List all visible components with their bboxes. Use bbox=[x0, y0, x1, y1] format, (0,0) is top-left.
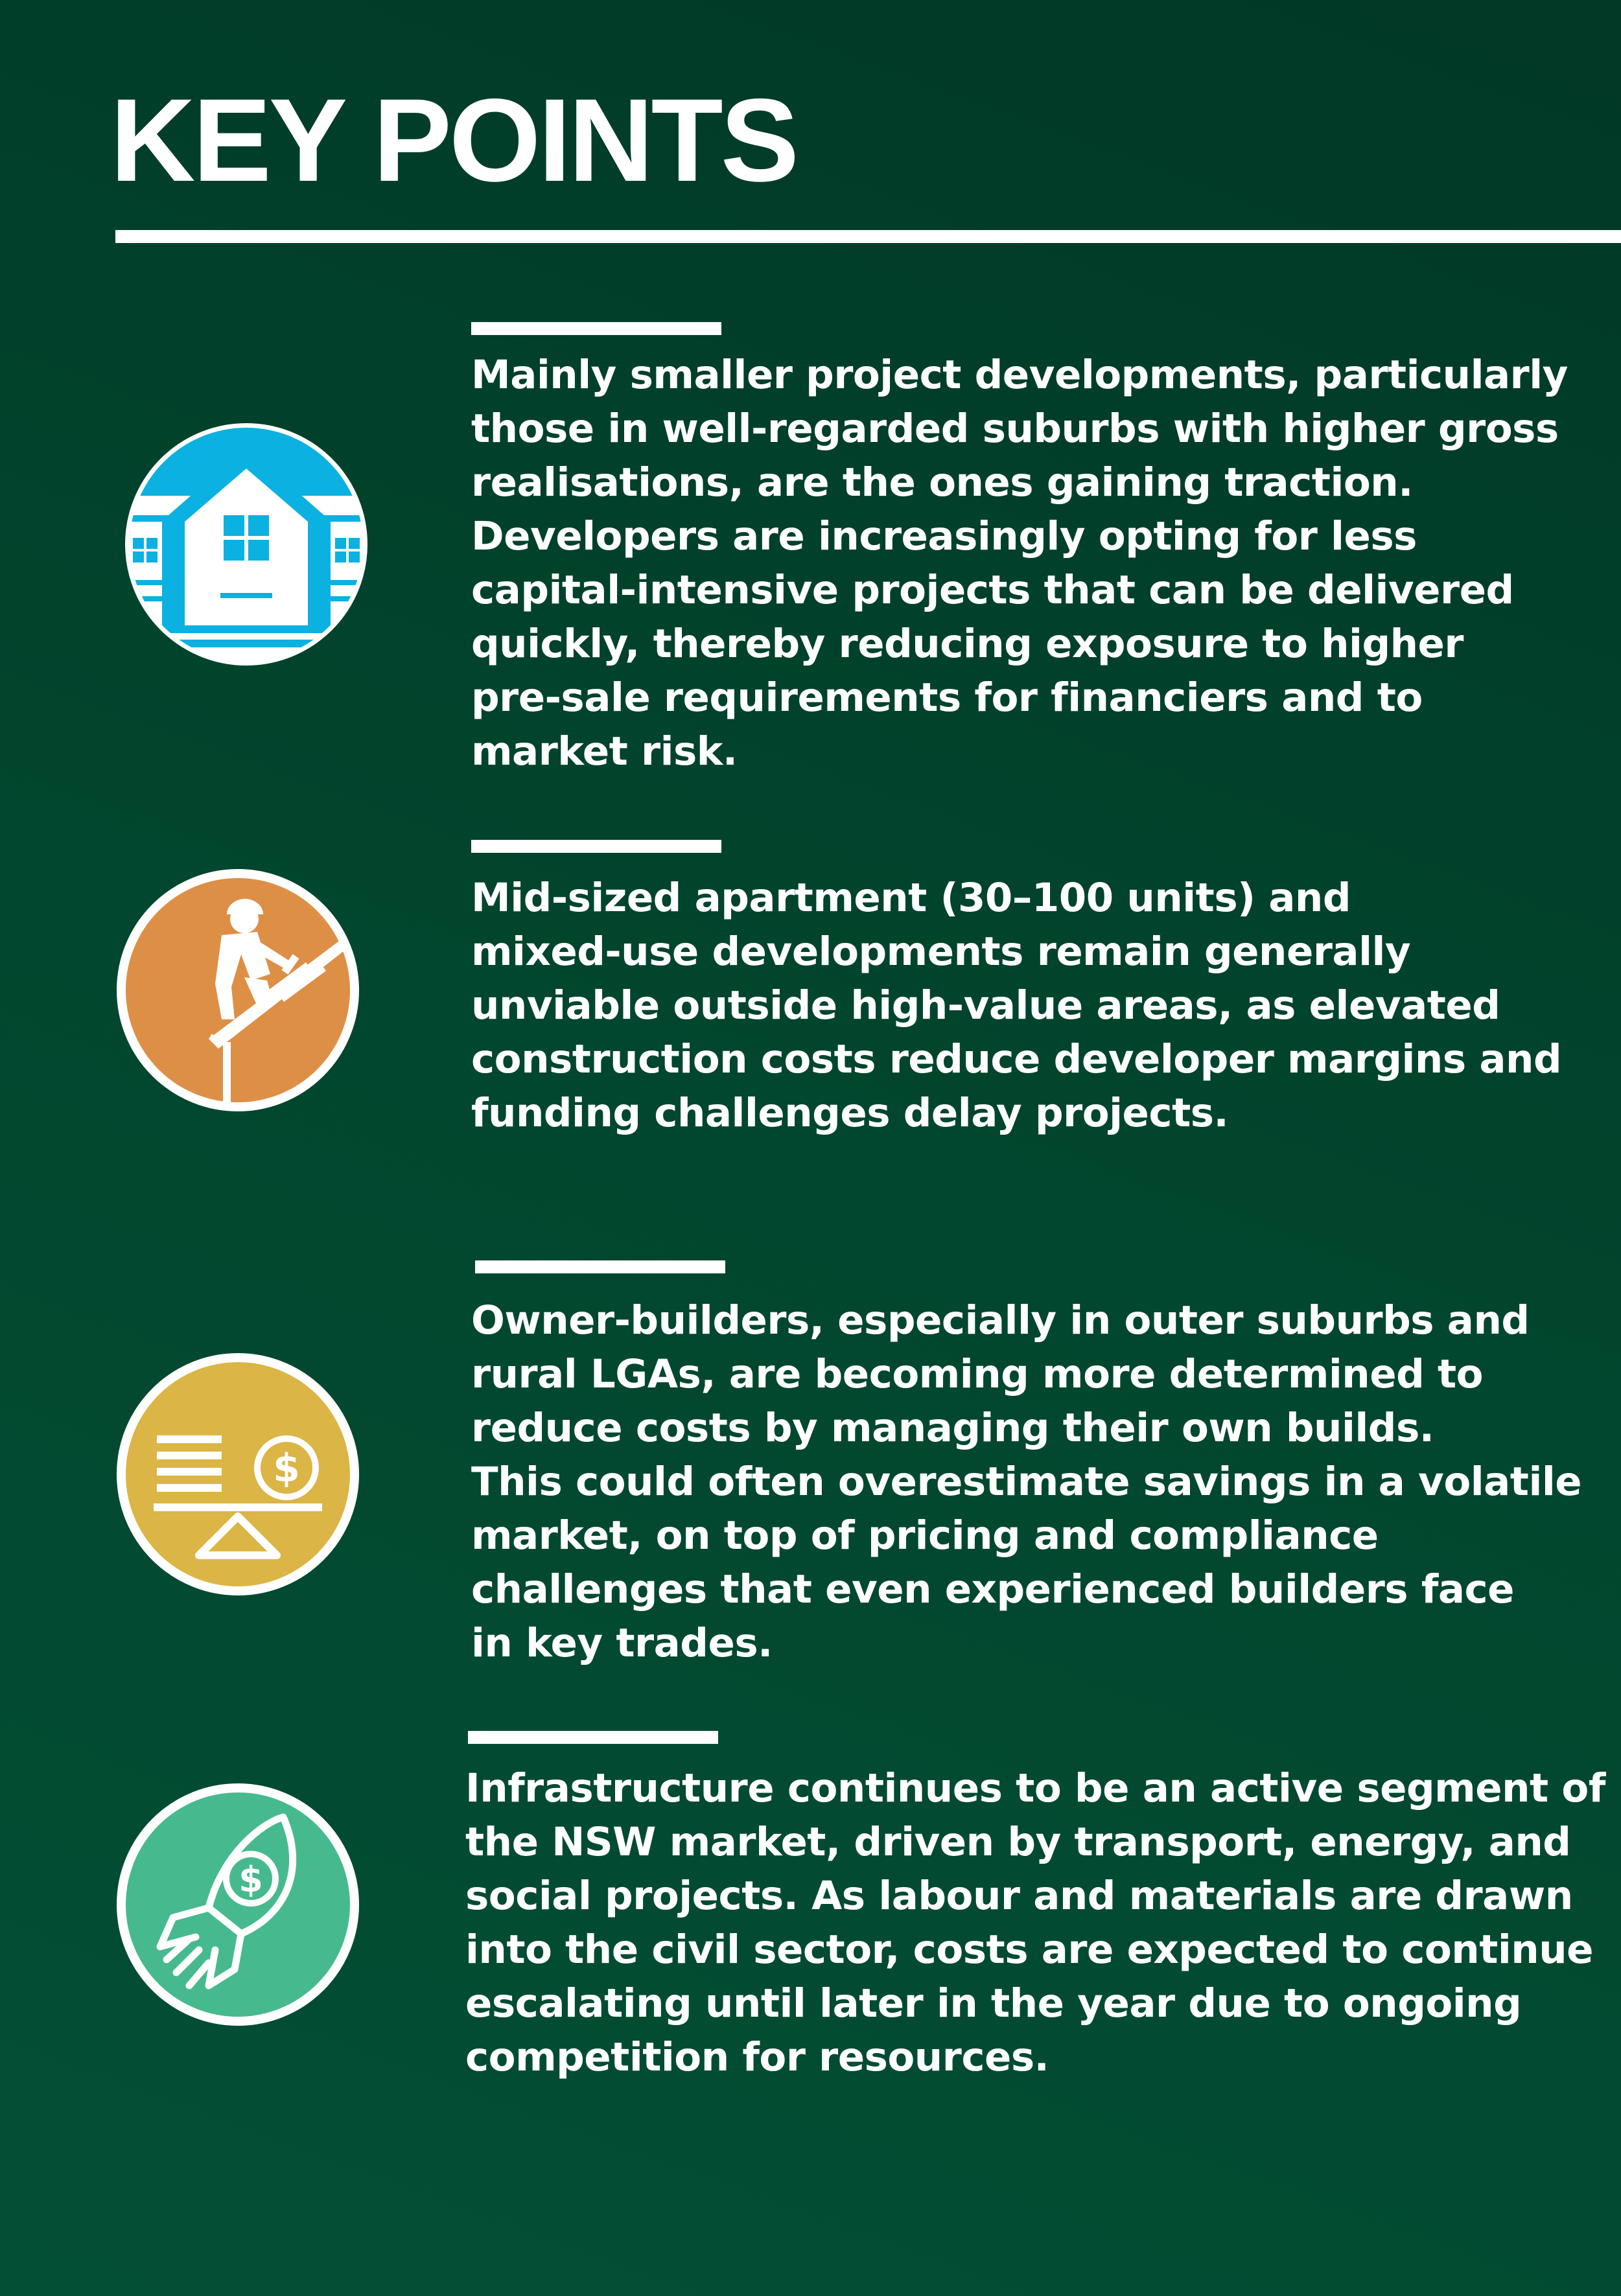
point-1-rule bbox=[471, 322, 721, 335]
roofer-icon bbox=[111, 864, 364, 1117]
page-title: KEY POINTS bbox=[110, 74, 797, 206]
point-4-text: Infrastructure continues to be an active segment of the NSW market, driven by transport, energy, and social projects. As labour and materials are drawn into the civil sector, costs are expected to continue escalating until later in the year due to ongoing competition for resources. bbox=[465, 1765, 1605, 2080]
point-2-text: Mid-sized apartment (30–100 units) and mixed-use developments remain generally unviable outside high-value areas, as elevated construction costs reduce developer margins and funding challenges delay projects. bbox=[471, 875, 1562, 1136]
point-4-rule bbox=[468, 1731, 718, 1744]
point-3-rule bbox=[475, 1260, 725, 1273]
point-3-text: Owner-builders, especially in outer suburbs and rural LGAs, are becoming more determined to reduce costs by managing their own builds. This could often overestimate savings in a volatile market, on top of pricing and compliance challenges that even experienced builders face in key trades. bbox=[471, 1297, 1582, 1666]
svg-text:$: $ bbox=[239, 1859, 263, 1900]
point-2-rule bbox=[471, 840, 721, 853]
rocket-dollar-icon bbox=[111, 1778, 364, 2031]
svg-text:$: $ bbox=[273, 1446, 300, 1491]
balance-scale-icon bbox=[111, 1348, 364, 1601]
point-1-text: Mainly smaller project developments, particularly those in well-regarded suburbs with higher gross realisations, are the ones gaining traction. Developers are increasingly opting for less capital-intensive projects that can be delivered quickly, thereby reducing exposure to higher pre-sale requirements for financiers and to market risk. bbox=[471, 352, 1568, 774]
house-icon bbox=[120, 418, 373, 671]
title-divider bbox=[115, 230, 1621, 243]
